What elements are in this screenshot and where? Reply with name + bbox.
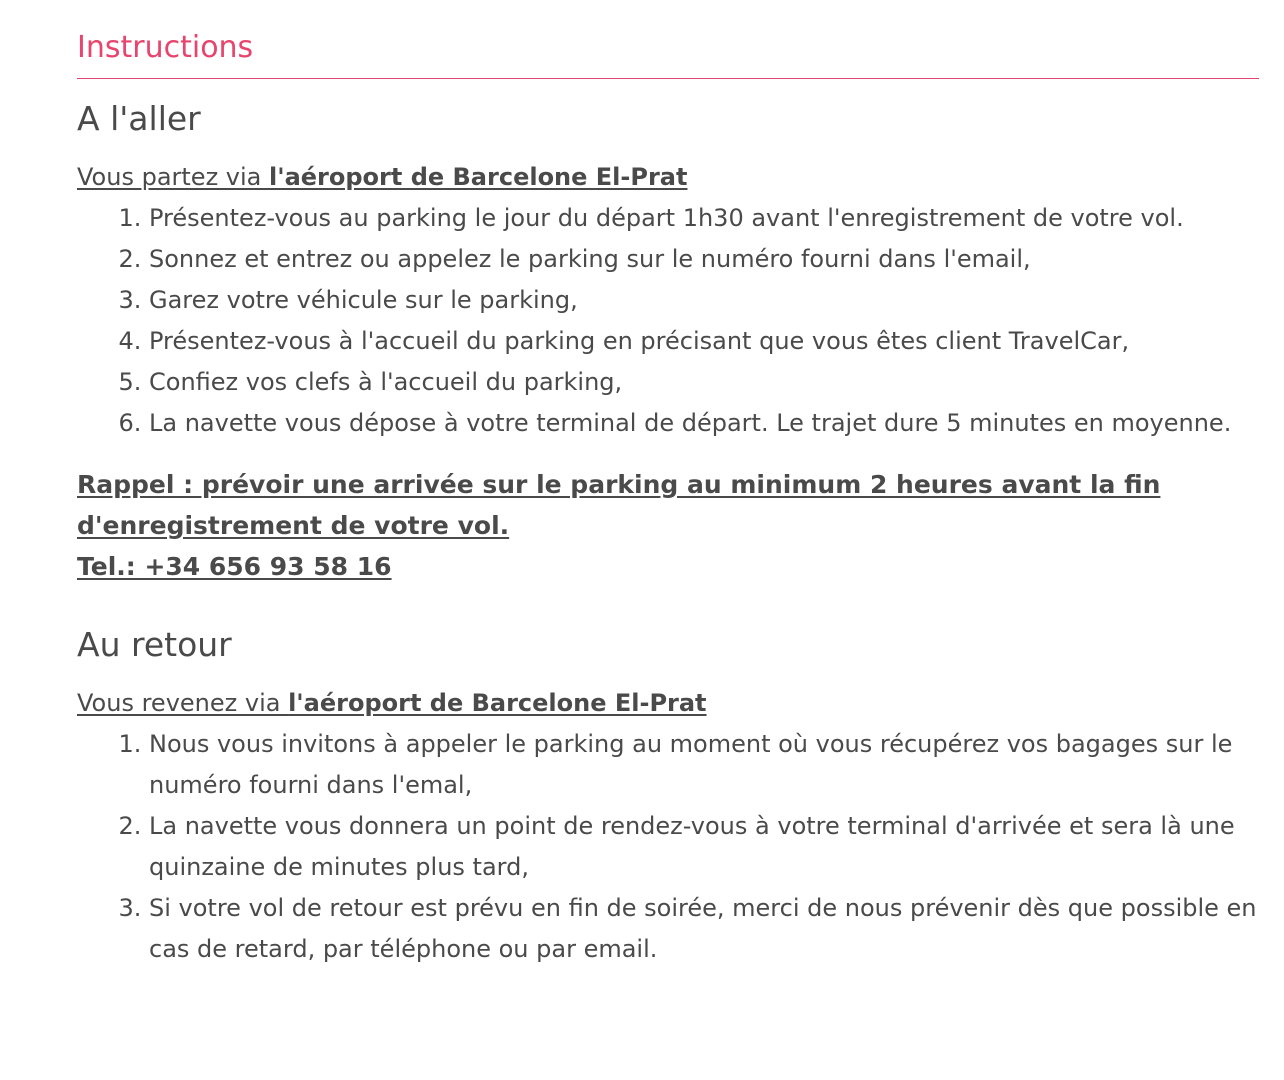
outbound-step-6: 6. La navette vous dépose à votre terminal de départ. Le trajet dure 5 minutes en moyenne. [149,403,1259,444]
return-via-line [77,683,1259,724]
return-steps-list [77,724,1259,970]
return-step-1: 1. Nous vous invitons à appeler le parking au moment où vous récupérez vos bagages sur le numéro fourni dans l'emal, [149,724,1259,806]
return-heading: Au retour [77,625,232,664]
return-via-place: l'aéroport de Barcelone El-Prat [288,689,707,717]
outbound-step-2: 2. Sonnez et entrez ou appelez le parking sur le numéro fourni dans l'email, [149,239,1259,280]
return-step-2: 2. La navette vous donnera un point de rendez-vous à votre terminal d'arrivée et sera là une quinzaine de minutes plus tard, [149,806,1259,888]
reminder-text: Rappel : prévoir une arrivée sur le parking au minimum 2 heures avant la fin d'enregistrement de votre vol. [77,470,1161,540]
outbound-step-1: 1. Présentez-vous au parking le jour du départ 1h30 avant l'enregistrement de votre vol. [149,198,1259,239]
outbound-via-place: l'aéroport de Barcelone El-Prat [269,163,688,191]
instructions-panel [77,0,1259,970]
return-step-3: 3. Si votre vol de retour est prévu en fin de soirée, merci de nous prévenir dès que possible en cas de retard, par téléphone ou par email. [149,888,1259,970]
phone-number: Tel.: +34 656 93 58 16 [77,552,392,581]
outbound-via-line [77,157,1259,198]
section-title: Instructions [77,26,1259,79]
outbound-via-prefix: Vous partez via [77,163,269,191]
outbound-heading: A l'aller [77,99,201,138]
reminder-block [77,464,1259,587]
return-via-prefix: Vous revenez via [77,689,289,717]
outbound-steps-list [77,198,1259,444]
outbound-step-4: 4. Présentez-vous à l'accueil du parking en précisant que vous êtes client TravelCar, [149,321,1259,362]
outbound-step-5: 5. Confiez vos clefs à l'accueil du parking, [149,362,1259,403]
outbound-step-3: 3. Garez votre véhicule sur le parking, [149,280,1259,321]
